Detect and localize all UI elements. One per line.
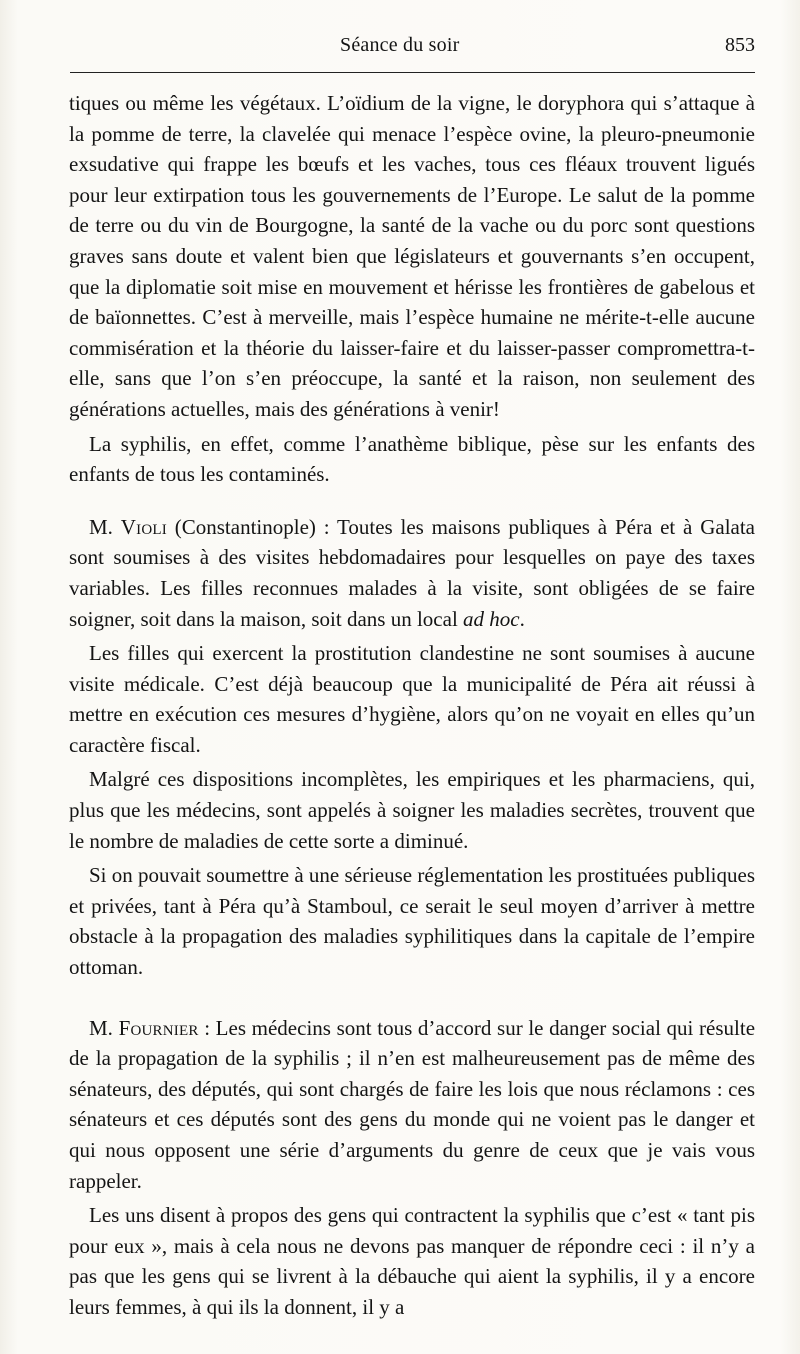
fournier-text: : Les médecins sont tous d’accord sur le danger social qui résulte de la propagation de la syphilis ; il n’en est malheureusement pas de même des sénateurs, des députés, qui sont chargés de faire les lois que nous réclamons : ces sénateurs et ces députés sont des gens du monde qui ne voient pas le danger et qui nous opposent une série d’arguments du genre de ceux que je vais vous rappeler. bbox=[69, 1015, 756, 1193]
paragraph-incomplete-dispositions: Malgré ces dispositions incomplètes, les empiriques et les pharmaciens, qui, plus que les médecins, sont appelés à soigner les maladies secrètes, trouvent que le nombre de maladies de cette sorte a diminué. bbox=[69, 767, 755, 853]
speaker-prefix: M. bbox=[89, 1015, 113, 1040]
paragraph-continuation: tiques ou même les végétaux. L’oïdium de la vigne, le doryphora qui s’attaque à la pomme de terre, la clavelée qui menace l’espèce ovine, la pleuro-pneumonie exsudative qui frappe les bœufs et les vaches, tous ces fléaux trouvent ligués pour leur extirpation tous les gouvernements de l’Europe. Le salut de la pomme de terre ou du vin de Bourgogne, la santé de la vache ou du porc sont questions graves sans doute et valent bien que législateurs et gouvernants s’en occupent, que la diplomatie soit mise en mouvement et hérisse les frontières de gabelous et de baïonnettes. C’est à merveille, mais l’espèce humaine ne mérite-t-elle aucune commisération et la théorie du laisser-faire et du laisser-passer compromettra-t-elle, sans que l’on s’en préoccupe, la santé et la raison, non seulement des générations actuelles, mais des générations à venir! bbox=[69, 91, 755, 421]
running-title: Séance du soir bbox=[340, 34, 460, 56]
paragraph-tant-pis: Les uns disent à propos des gens qui contractent la syphilis que c’est « tant pis pour eux », mais à cela nous ne devons pas manquer de répondre ceci : il n’y a pas que les gens qui se livrent à la débauche qui aient la syphilis, il y a encore leurs femmes, à qui ils la donnent, il y a bbox=[69, 1203, 755, 1319]
paragraph-syphilis-generations: La syphilis, en effet, comme l’anathème biblique, pèse sur les enfants des enfants de tous les contaminés. bbox=[69, 431, 755, 487]
document-text bbox=[69, 88, 755, 1323]
page-number: 853 bbox=[725, 34, 755, 56]
sentence-period: . bbox=[519, 606, 525, 631]
speaker-prefix: M. bbox=[89, 514, 113, 539]
speaker-name-violi: Violi bbox=[120, 514, 167, 539]
paragraph-regulation: Si on pouvait soumettre à une sérieuse réglementation les prostituées publiques et privées, tant à Péra qu’à Stamboul, ce serait le seul moyen d’arriver à mettre obstacle à la propagation des maladies syphilitiques dans la capitale de l’empire ottoman. bbox=[69, 863, 756, 980]
header-rule bbox=[70, 72, 755, 73]
italic-ad-hoc: ad hoc bbox=[463, 606, 520, 631]
running-header bbox=[70, 31, 755, 61]
paragraph-violi bbox=[69, 512, 755, 634]
speaker-name-fournier: Fournier bbox=[118, 1015, 199, 1040]
paragraph-fournier bbox=[69, 1013, 755, 1197]
paragraph-clandestine-prostitution: Les filles qui exercent la prostitution clandestine ne sont soumises à aucune visite médicale. C’est déjà beaucoup que la municipalité de Péra ait réussi à mettre en exécution ces mesures d’hygiène, alors qu’on ne voyait en elles qu’un caractère fiscal. bbox=[69, 641, 755, 757]
violi-text: (Constantinople) : Toutes les maisons publiques à Péra et à Galata sont soumises à des visites hebdomadaires pour lesquelles on paye des taxes variables. Les filles reconnues malades à la visite, sont obligées de se faire soigner, soit dans la maison, soit dans un local bbox=[69, 514, 756, 631]
